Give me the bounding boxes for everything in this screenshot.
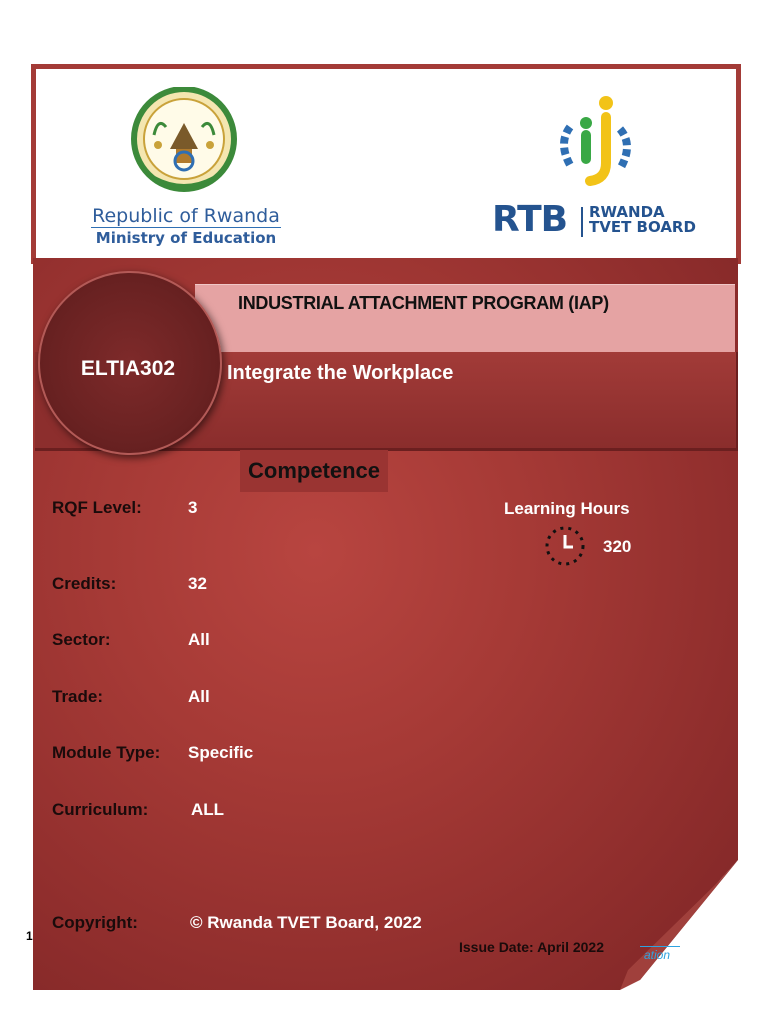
rqf-level-value: 3 [188, 498, 198, 517]
rtb-logo-separator [581, 207, 583, 237]
clock-icon [542, 523, 588, 569]
rqf-level-label: RQF Level: [52, 498, 142, 517]
credits-label: Credits: [52, 574, 117, 593]
sector-label: Sector: [52, 630, 111, 649]
module-type-value: Specific [188, 743, 254, 762]
curriculum-label: Curriculum: [52, 800, 149, 819]
ministry-divider [91, 227, 281, 228]
page-curl-decoration [620, 860, 748, 990]
ministry-republic-label: Republic of Rwanda [92, 205, 280, 227]
trade-value: All [188, 687, 210, 706]
unit-title: Integrate the Workplace [227, 362, 454, 384]
rtb-gear-logo-icon [546, 93, 636, 193]
footer-divider [640, 946, 680, 947]
learning-hours-label: Learning Hours [504, 499, 630, 518]
issue-date: Issue Date: April 2022 [459, 939, 604, 955]
program-title: INDUSTRIAL ATTACHMENT PROGRAM (IAP) [238, 293, 609, 313]
learning-hours-value: 320 [603, 537, 632, 556]
sector-value: All [188, 630, 210, 649]
module-code: ELTIA302 [80, 357, 176, 380]
copyright-value: © Rwanda TVET Board, 2022 [190, 913, 422, 932]
header-logo-box [31, 64, 741, 264]
credits-value: 32 [188, 574, 207, 593]
ministry-name-label: Ministry of Education [95, 229, 277, 247]
page-number: 1 [26, 929, 33, 943]
copyright-label: Copyright: [52, 913, 138, 932]
trade-label: Trade: [52, 687, 104, 706]
rtb-logo-name [589, 205, 696, 235]
curriculum-value: ALL [191, 800, 225, 819]
rtb-logo-word: RTB [492, 199, 568, 240]
rtb-name-line1: RWANDA [589, 203, 665, 221]
module-type-label: Module Type: [52, 743, 161, 762]
rtb-name-line2: TVET BOARD [589, 218, 696, 236]
competence-heading: Competence [248, 458, 381, 483]
rwanda-coat-of-arms-icon [124, 87, 244, 197]
footer-text-fragment: ation [644, 948, 671, 962]
